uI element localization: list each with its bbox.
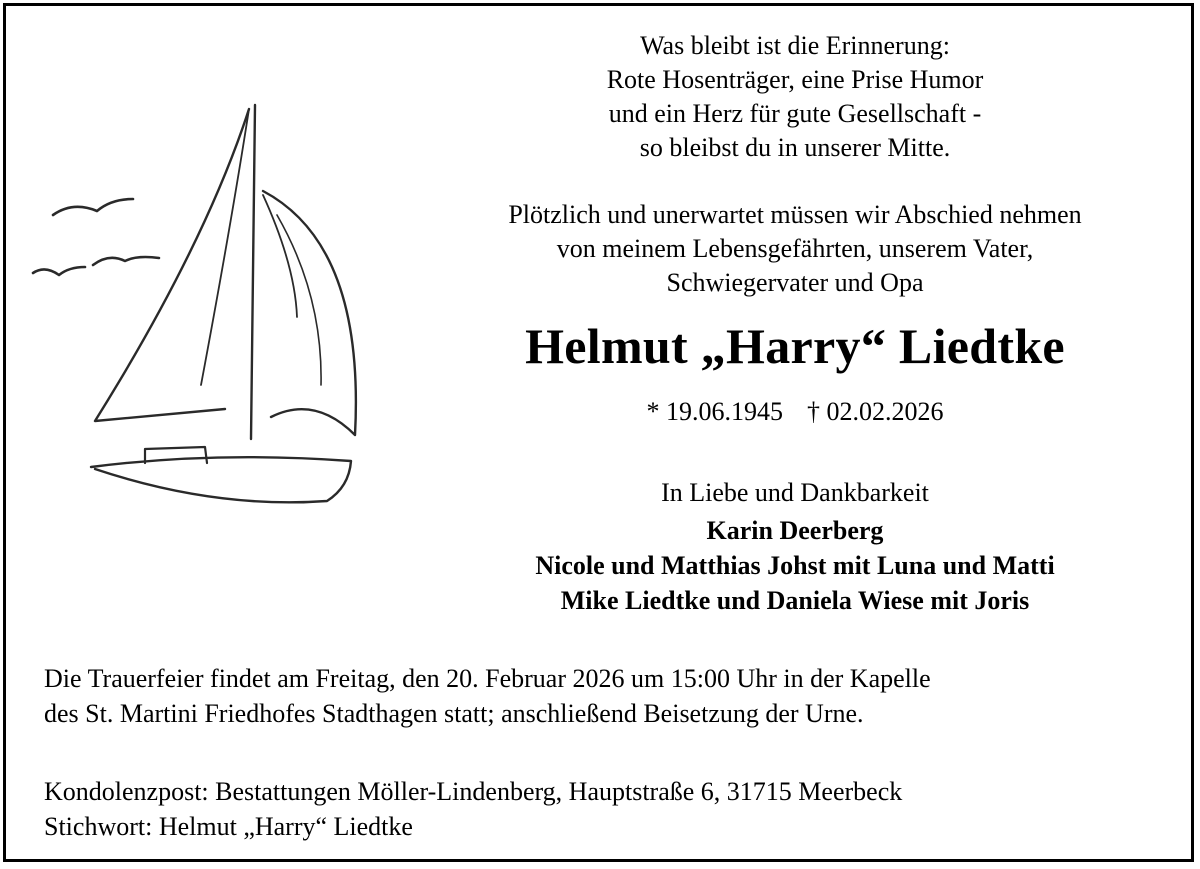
poem-line: Rote Hosenträger, eine Prise Humor [606,65,984,94]
family-list [440,513,1150,618]
mast-icon [251,105,255,439]
sail-left-icon [95,109,249,421]
seagull-icon [93,257,159,265]
ceremony-line: Die Trauerfeier findet am Freitag, den 20. Februar 2026 um 15:00 Uhr in der Kapelle [44,664,931,693]
poem-line: Was bleibt ist die Erinnerung: [640,31,950,60]
sail-right-icon [263,191,356,435]
announcement-line: von meinem Lebensgefährten, unserem Vater, [556,234,1034,263]
deceased-name: Helmut „Harry“ Liedtke [525,318,1065,374]
sailboat-illustration [25,95,370,525]
announcement-line: Schwiegervater und Opa [666,268,924,297]
family-member: Karin Deerberg [706,516,884,545]
seagull-icon [33,267,85,275]
condolence-line: Kondolenzpost: Bestattungen Möller-Lindenberg, Hauptstraße 6, 31715 Meerbeck [44,777,903,806]
announcement-line: Plötzlich und unerwartet müssen wir Abschied nehmen [508,200,1082,229]
birth-date: * 19.06.1945 [646,397,783,426]
poem-line: so bleibst du in unserer Mitte. [639,133,951,162]
family-member: Mike Liedtke und Daniela Wiese mit Joris [560,586,1030,615]
poem-line: und ein Herz für gute Gesellschaft - [608,99,982,128]
family-member: Nicole und Matthias Johst mit Luna und Matti [535,551,1055,580]
life-dates [440,395,1150,429]
death-date: † 02.02.2026 [807,397,944,426]
announcement [440,198,1150,300]
condolence-info [44,774,1164,844]
closing-line: In Liebe und Dankbarkeit [661,478,929,507]
seagull-icon [53,199,133,215]
ceremony-info [44,661,1164,731]
ceremony-line: des St. Martini Friedhofes Stadthagen statt; anschließend Beisetzung der Urne. [44,699,864,728]
hull-icon [91,447,351,502]
poem [440,29,1150,165]
condolence-line: Stichwort: Helmut „Harry“ Liedtke [44,812,413,841]
